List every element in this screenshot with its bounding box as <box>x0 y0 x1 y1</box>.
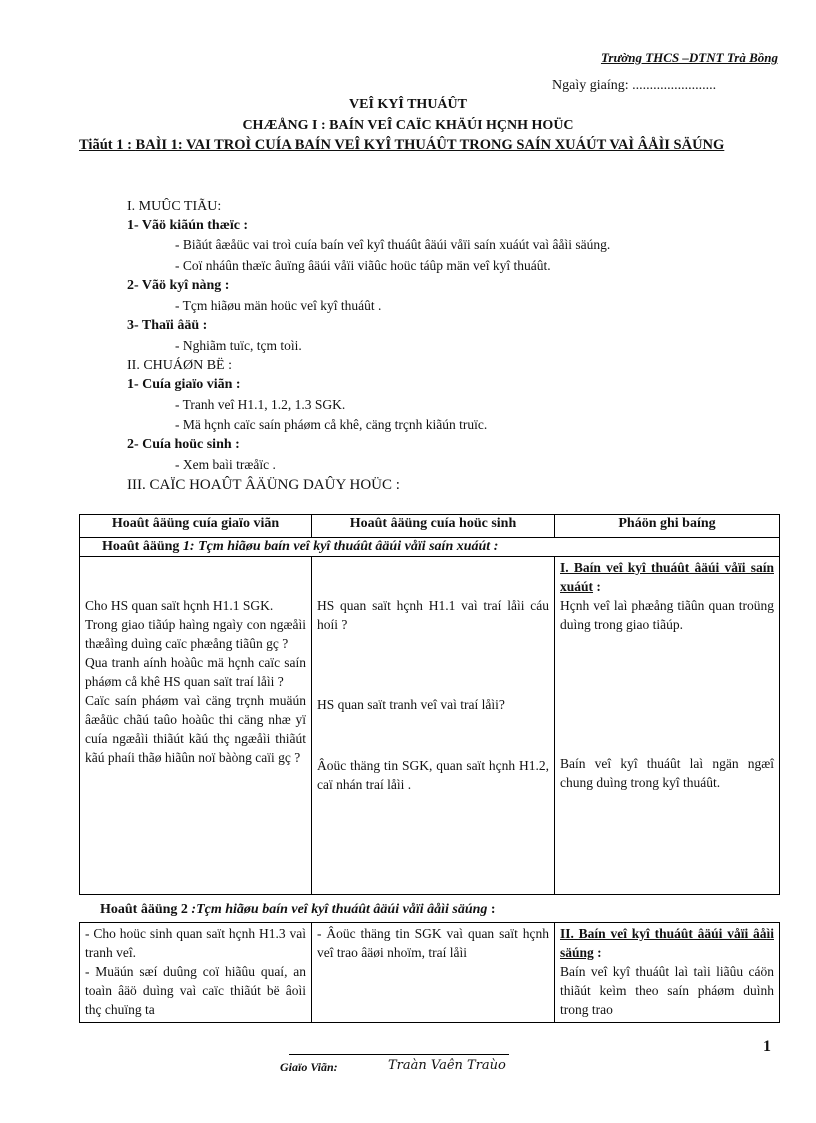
activity-1-row <box>80 557 780 895</box>
a1-note-heading <box>560 558 774 596</box>
header-student: Hoaût âäüng cuía hoüc sinh <box>312 515 555 538</box>
a1-note-heading-text: I. Baín veî kyî thuáût âäúi våïi saín xuáút <box>560 560 774 594</box>
teaching-date: Ngaìy giaíng: ........................ <box>552 78 717 93</box>
a1-student-3: Âoüc thäng tin SGK, quan saït hçnh H1.2, caï nhán traí låìi . <box>317 758 549 792</box>
knowledge-item-2: - Coï nháûn thæïc âuïng âäúi våïi viãûc hoüc táûp män veî kyî thuáût. <box>175 258 551 273</box>
prep-teacher: 1- Cuía giaïo viãn : <box>127 377 241 392</box>
lesson-name: BAÌI 1: VAI TROÌ CUÍA BAÍN VEÎ KYÎ THUÁÛT TRONG SAÍN XUÁÚT VAÌ ÂÅÌI SÄÚNG <box>135 137 725 153</box>
a2-note-heading-text: II. Baín veî kyî thuáût âäúi våïi âåìi säúng <box>560 926 774 960</box>
prep-student: 2- Cuía hoüc sinh : <box>127 437 240 452</box>
a1-note-heading-colon: : <box>593 579 601 594</box>
a1-teacher-2: Trong giao tiãúp haìng ngaìy con ngæåìi thæåìng duìng caïc phæång tiãûn gç ? <box>85 617 306 651</box>
activity-2-notes <box>555 923 780 1023</box>
activity-2-student <box>312 923 555 1023</box>
a2-student-1: - Âoüc thäng tin SGK vaì quan saït hçnh veî trao âäøi nhoïm, traí låìi <box>317 926 549 960</box>
a2-teacher-2: - Muäún sæí duûng coï hiãûu quaí, an toaìn âäö duìng vaì caïc thiãút bë âoìi thç chuïng ta <box>85 964 306 1017</box>
chapter-title: CHÆÅNG I : BAÍN VEÎ CAÏC KHÄÚI HÇNH HOÜC <box>242 118 574 133</box>
a2-note-1: Baín veî kyî thuáût laì taìi liãûu cáön thiãút keìm theo saín pháøm duình trong trao <box>560 964 774 1017</box>
prep-teacher-item-1: - Tranh veî H1.1, 1.2, 1.3 SGK. <box>175 397 346 412</box>
activity-2-teacher <box>80 923 312 1023</box>
activity-1-title-row <box>80 538 780 557</box>
prep-student-item-1: - Xem baìi træåïc . <box>175 457 276 472</box>
page-number: 1 <box>763 1038 771 1055</box>
lesson-prefix: Tiãút 1 : <box>79 137 136 153</box>
objective-attitude: 3- Thaïi âäü : <box>127 318 208 333</box>
a1-student-2: HS quan saït tranh veî vaì traí låìi? <box>317 697 505 712</box>
lesson-title <box>79 136 779 154</box>
activity-1-label: 1: Tçm hiãøu baín veî kyî thuáût âäúi våïi saín xuáút : <box>182 539 499 554</box>
footer-divider <box>289 1054 509 1055</box>
attitude-item-1: - Nghiãm tuïc, tçm toìi. <box>175 338 302 353</box>
objective-knowledge: 1- Vãö kiãún thæïc : <box>127 218 249 233</box>
teacher-label: Giaïo Viãn: <box>280 1060 338 1074</box>
header-teacher: Hoaût âäüng cuía giaïo viãn <box>80 515 312 538</box>
section-preparation: II. CHUÁØN BË : <box>127 358 232 373</box>
school-name: Trường THCS –DTNT Trà Bồng <box>600 50 778 65</box>
a2-note-heading <box>560 924 774 962</box>
table-header-row <box>80 515 780 538</box>
subject-title: VEÎ KYÎ THUÁÛT <box>349 97 467 112</box>
section-activities: III. CAÏC HOAÛT ÂÄÜNG DAÛY HOÜC : <box>127 477 400 493</box>
activities-table-2 <box>79 922 780 1023</box>
activity-2-colon: : <box>487 902 496 917</box>
activity-2-title <box>100 902 496 918</box>
prep-teacher-item-2: - Mä hçnh caïc saín pháøm cå khê, cäng trçnh kiãún truïc. <box>175 417 488 432</box>
section-objectives: I. MUÛC TIÃU: <box>127 199 222 214</box>
activities-table <box>79 514 780 895</box>
objective-skills: 2- Vãö kyî nàng : <box>127 278 230 293</box>
skills-item-1: - Tçm hiãøu män hoüc veî kyî thuáût . <box>175 298 382 313</box>
a1-student-1: HS quan saït hçnh H1.1 vaì traí låìi cáu hoíi ? <box>317 598 549 632</box>
activity-2-label: :Tçm hiãøu baín veî kyî thuáût âäúi våïi âåìi säúng <box>191 902 488 917</box>
activity-1-student <box>312 557 555 895</box>
a1-teacher-1: Cho HS quan saït hçnh H1.1 SGK. <box>85 598 274 613</box>
activity-1-teacher <box>80 557 312 895</box>
a1-teacher-4: Caïc saín pháøm vaì cäng trçnh muäún âæåüc chãú taûo hoàûc thi cäng nhæ yï cuía ngæåìi thiãút kãú thç ngæåìi thiãút kãú phaíi thãø hiãûn noï bàòng caïi gç ? <box>85 693 306 765</box>
a1-teacher-3: Qua tranh aính hoàûc mä hçnh caïc saín pháøm cå khê HS quan saït traí låìi ? <box>85 655 306 689</box>
activity-2-row <box>80 923 780 1023</box>
a2-note-heading-colon: : <box>593 945 602 960</box>
a2-teacher-1: - Cho hoüc sinh quan saït hçnh H1.3 vaì tranh veî. <box>85 926 306 960</box>
activity-1-prefix: Hoaût âäüng <box>102 539 183 554</box>
a1-note-2: Baín veî kyî thuáût laì ngän ngæî chung duìng trong kyî thuáût. <box>560 756 774 790</box>
header-notes: Pháön ghi baíng <box>555 515 780 538</box>
teacher-signature: Traàn Vaên Traùo <box>388 1058 506 1073</box>
a1-note-1: Hçnh veî laì phæång tiãûn quan troüng duìng trong giao tiãúp. <box>560 598 774 632</box>
activity-2-prefix: Hoaût âäüng 2 <box>100 902 192 917</box>
activity-1-notes <box>555 557 780 895</box>
activity-1-title <box>80 538 780 557</box>
knowledge-item-1: - Biãút âæåüc vai troì cuía baín veî kyî thuáût âäúi våïi saín xuáút vaì âåìi säúng. <box>175 237 611 252</box>
